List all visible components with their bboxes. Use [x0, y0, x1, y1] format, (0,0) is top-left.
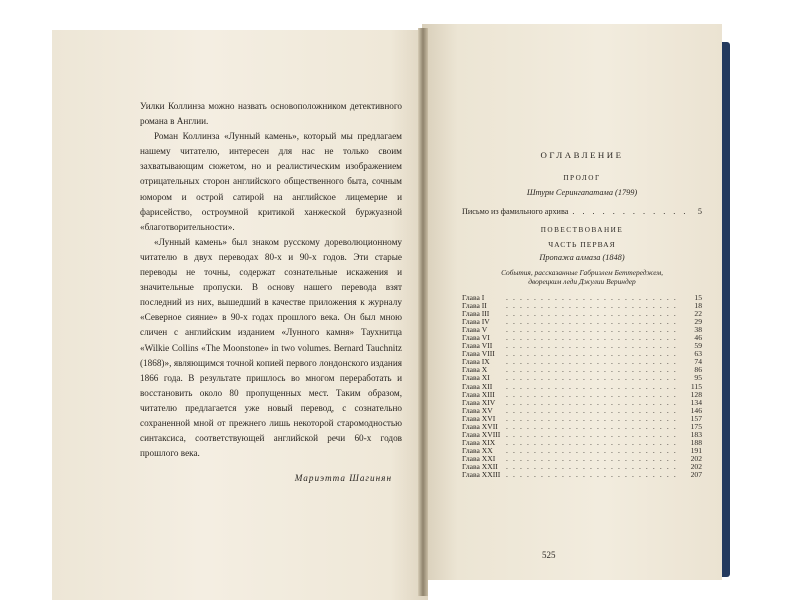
dot-leader — [506, 399, 676, 407]
dot-leader — [506, 334, 676, 342]
chapter-entry[interactable] — [462, 431, 702, 439]
chapter-label: Глава V — [462, 325, 488, 335]
chapter-label: Глава X — [462, 365, 488, 375]
dot-leader — [506, 383, 676, 391]
chapter-entry[interactable] — [462, 302, 702, 310]
dot-leader — [506, 358, 676, 366]
dot-leader — [506, 294, 676, 302]
chapter-label: Глава XXI — [462, 453, 496, 463]
chapter-entry[interactable] — [462, 439, 702, 447]
chapter-page: 74 — [694, 357, 702, 367]
chapter-label: Глава XVI — [462, 413, 496, 423]
book-gutter — [418, 28, 428, 596]
toc-entry-label: Письмо из фамильного архива — [462, 207, 569, 216]
dot-leader — [572, 207, 694, 216]
chapter-label: Глава IV — [462, 317, 490, 327]
chapter-list — [462, 294, 702, 479]
dot-leader — [506, 447, 676, 455]
chapter-label: Глава VII — [462, 341, 493, 351]
chapter-label: Глава XV — [462, 405, 493, 415]
chapter-page: 202 — [690, 461, 702, 471]
chapter-entry[interactable] — [462, 350, 702, 358]
chapter-page: 59 — [694, 341, 702, 351]
chapter-page: 18 — [694, 301, 702, 311]
chapter-entry[interactable] — [462, 342, 702, 350]
prologue-heading: ПРОЛОГ — [563, 174, 601, 182]
dot-leader — [506, 463, 676, 471]
paragraph: «Лунный камень» был знаком русскому дореволюционному читателю в двух переводах 80-х и 90-х годов. Эти старые переводы не точны, содержат сознательные искажения и значительные пропуски. В основу нашего перевода взят последний из них, вышедший в качестве приложения к журналу «Северное сияние» в 90-х годах прошлого века. Он был мною сличен с английским изданием «Лунного камня» Таухнитца «Wilkie Collins «The Moonstone» in two volumes. Bernard Tauchnitz (1868)», являющимся точной копией первого лондонского издания 1866 года. В результате пришлось во многом переработать и восстановить около 80 пропущенных мест. Таким образом, читателю предлагается уже новый перевод, с сознательно сохраненной мной от прежнего лишь некоторой старомодностью синтаксиса, соответствующей английской речи 60-х годов прошлого века. — [140, 236, 402, 459]
chapter-entry[interactable] — [462, 471, 702, 479]
chapter-page: 207 — [690, 470, 702, 480]
chapter-page: 202 — [690, 453, 702, 463]
chapter-label: Глава XIV — [462, 397, 496, 407]
chapter-entry[interactable] — [462, 374, 702, 382]
chapter-page: 183 — [690, 429, 702, 439]
dot-leader — [506, 431, 676, 439]
dot-leader — [506, 302, 676, 310]
part-heading: ЧАСТЬ ПЕРВАЯ — [548, 240, 616, 249]
chapter-entry[interactable] — [462, 310, 702, 318]
chapter-label: Глава XX — [462, 445, 493, 455]
chapter-entry[interactable] — [462, 391, 702, 399]
chapter-entry[interactable] — [462, 407, 702, 415]
chapter-label: Глава XII — [462, 381, 493, 391]
paragraph: Уилки Коллинза можно назвать основоположником детективного романа в Англии. — [140, 101, 402, 127]
chapter-label: Глава XIII — [462, 389, 495, 399]
chapter-page: 188 — [690, 437, 702, 447]
part-subtitle: Пропажа алмаза (1848) — [539, 253, 625, 262]
chapter-label: Глава XVII — [462, 421, 498, 431]
chapter-page: 157 — [690, 413, 702, 423]
toc-title: ОГЛАВЛЕНИЕ — [540, 150, 624, 160]
dot-leader — [506, 415, 676, 423]
chapter-entry[interactable] — [462, 358, 702, 366]
chapter-page: 191 — [690, 445, 702, 455]
toc-entry-page: 5 — [697, 207, 702, 216]
chapter-page: 22 — [694, 309, 702, 319]
dot-leader — [506, 455, 676, 463]
chapter-label: Глава VIII — [462, 349, 495, 359]
chapter-page: 63 — [694, 349, 702, 359]
chapter-label: Глава XXIII — [462, 470, 501, 480]
chapter-label: Глава III — [462, 309, 490, 319]
dot-leader — [506, 407, 676, 415]
dot-leader — [506, 342, 676, 350]
chapter-entry[interactable] — [462, 383, 702, 391]
author-signature: Мариэтта Шагинян — [294, 473, 392, 484]
dot-leader — [506, 326, 676, 334]
chapter-label: Глава XI — [462, 373, 490, 383]
chapter-page: 95 — [694, 373, 702, 383]
paragraph: Роман Коллинза «Лунный камень», который мы предлагаем нашему читателю, интересен для нас не только своим захватывающим сюжетом, но и реалистическим изображением отрицательных сторон английского общественного быта, сочным юмором и острой сатирой на английское лицемерие и фарисейство, остроумной критикой ханжеской буржуазной «благотворительности». — [140, 131, 402, 232]
events-line-2: дворецким леди Джулии Вериндер — [528, 277, 636, 286]
dot-leader — [506, 318, 676, 326]
chapter-page: 46 — [694, 333, 702, 343]
chapter-page: 146 — [690, 405, 702, 415]
chapter-page: 134 — [690, 397, 702, 407]
chapter-page: 15 — [694, 293, 702, 302]
chapter-label: Глава XXII — [462, 461, 498, 471]
chapter-entry[interactable] — [462, 326, 702, 334]
left-page-text — [140, 99, 402, 486]
chapter-label: Глава II — [462, 301, 487, 311]
table-of-contents — [462, 150, 702, 479]
chapter-entry[interactable] — [462, 334, 702, 342]
chapter-page: 175 — [690, 421, 702, 431]
chapter-entry[interactable] — [462, 366, 702, 374]
dot-leader — [506, 471, 676, 479]
chapter-page: 38 — [694, 325, 702, 335]
chapter-label: Глава I — [462, 293, 485, 302]
chapter-label: Глава XIX — [462, 437, 496, 447]
dot-leader — [506, 366, 676, 374]
chapter-entry[interactable] — [462, 318, 702, 326]
chapter-entry[interactable] — [462, 447, 702, 455]
dot-leader — [506, 310, 676, 318]
page-number: 525 — [542, 550, 556, 560]
chapter-page: 128 — [690, 389, 702, 399]
chapter-label: Глава VI — [462, 333, 490, 343]
chapter-page: 29 — [694, 317, 702, 327]
chapter-page: 86 — [694, 365, 702, 375]
chapter-page: 115 — [690, 381, 702, 391]
chapter-label: Глава IX — [462, 357, 490, 367]
dot-leader — [506, 374, 676, 382]
prologue-subtitle: Штурм Серингапатама (1799) — [526, 188, 638, 197]
dot-leader — [506, 391, 676, 399]
chapter-entry[interactable] — [462, 415, 702, 423]
chapter-entry[interactable] — [462, 399, 702, 407]
narrative-heading: ПОВЕСТВОВАНИЕ — [540, 226, 624, 234]
chapter-entry[interactable] — [462, 455, 702, 463]
chapter-label: Глава XVIII — [462, 429, 501, 439]
dot-leader — [506, 350, 676, 358]
dot-leader — [506, 423, 676, 431]
toc-entry[interactable] — [462, 207, 702, 216]
chapter-entry[interactable] — [462, 294, 702, 302]
events-line-1: События, рассказанные Габриэлем Беттереджем, — [501, 268, 663, 277]
dot-leader — [506, 439, 676, 447]
